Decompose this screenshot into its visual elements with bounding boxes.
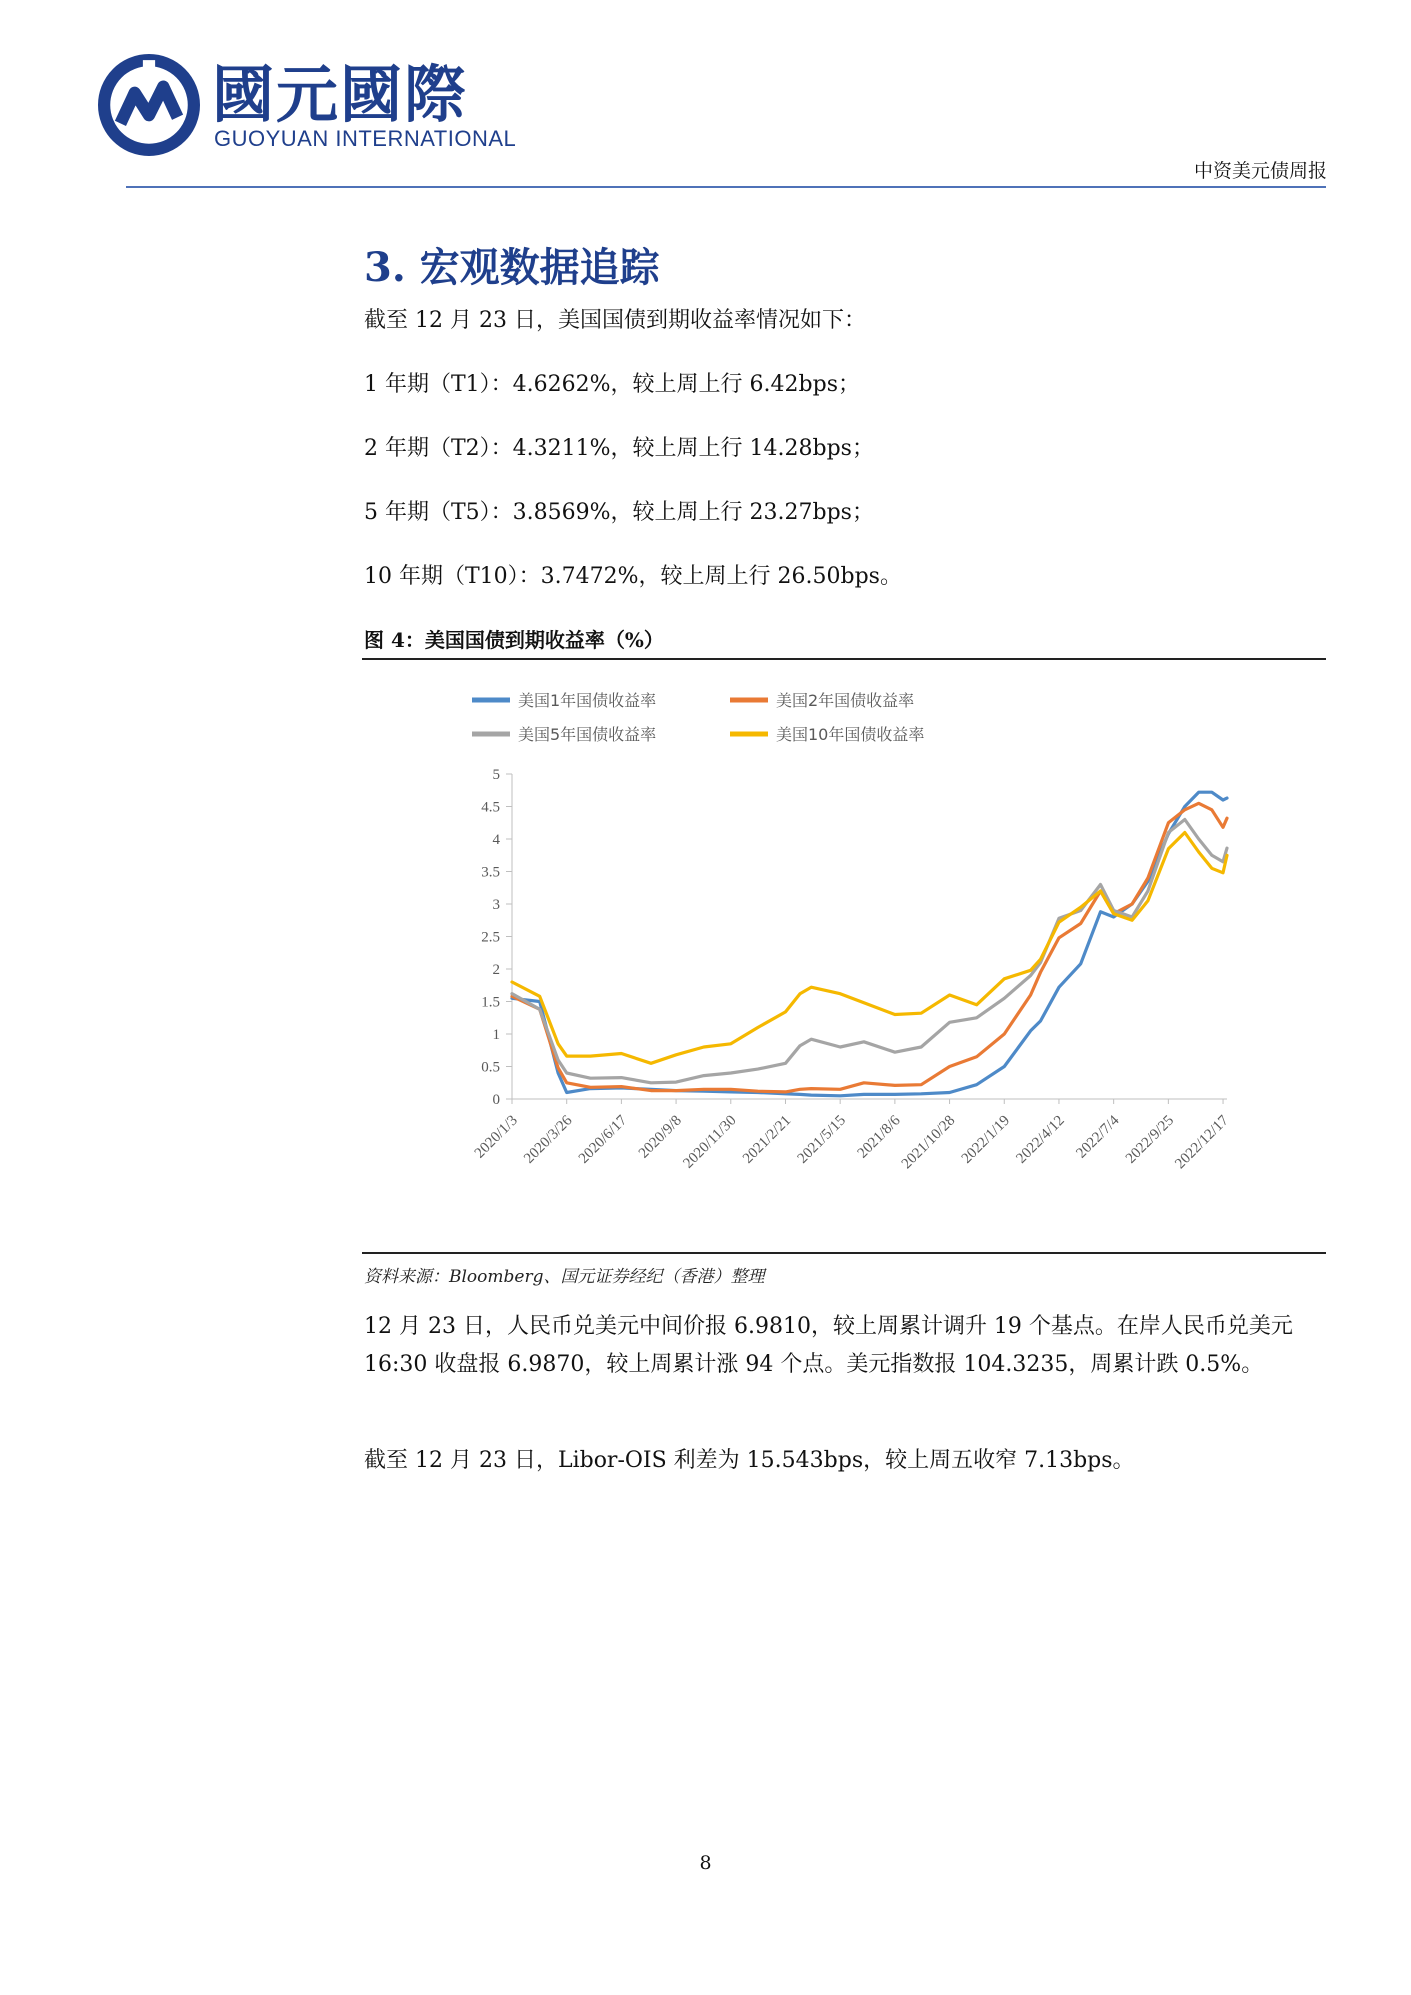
- x-tick-label: 2020/3/26: [521, 1112, 576, 1167]
- y-tick-label: 1.5: [481, 994, 500, 1011]
- legend-label: 美国5年国债收益率: [518, 725, 657, 744]
- x-tick-label: 2022/9/25: [1122, 1112, 1178, 1167]
- legend-label: 美国1年国债收益率: [518, 691, 657, 710]
- y-tick-label: 2: [492, 962, 500, 978]
- figure-source-note: 资料来源：Bloomberg、国元证券经纪（香港）整理: [364, 1267, 765, 1287]
- x-tick-label: 2022/12/17: [1172, 1112, 1232, 1173]
- figure-caption: 图 4：美国国债到期收益率（%）: [364, 628, 664, 652]
- x-tick-label: 2020/11/30: [680, 1112, 740, 1172]
- y-tick-label: 1: [492, 1027, 500, 1043]
- yield-line-chart: [362, 662, 1326, 1250]
- series-line: [512, 833, 1227, 1064]
- x-tick-label: 2020/6/17: [575, 1112, 631, 1167]
- libor-paragraph: 截至 12 月 23 日，Libor-OIS 利差为 15.543bps，较上周五收窄 7.13bps。: [364, 1448, 1135, 1473]
- logo-english-text: GUOYUAN INTERNATIONAL: [214, 126, 517, 151]
- section-heading: 3. 宏观数据追踪: [364, 244, 660, 291]
- y-tick-label: 0.5: [481, 1059, 500, 1076]
- y-tick-label: 4: [492, 832, 500, 848]
- figure-top-rule: [362, 658, 1326, 660]
- series-line: [512, 792, 1227, 1096]
- page-number: 8: [699, 1852, 712, 1874]
- y-tick-label: 4.5: [481, 799, 500, 816]
- y-tick-label: 3: [492, 897, 500, 913]
- x-tick-label: 2021/8/6: [854, 1112, 904, 1162]
- y-tick-label: 0: [492, 1092, 500, 1108]
- yield-item-t1: 1 年期（T1）：4.6262%，较上周上行 6.42bps；: [364, 372, 860, 397]
- yield-item-t5: 5 年期（T5）：3.8569%，较上周上行 23.27bps；: [364, 500, 874, 525]
- legend-label: 美国10年国债收益率: [776, 725, 925, 744]
- x-tick-label: 2022/7/4: [1073, 1112, 1123, 1162]
- x-tick-label: 2022/4/12: [1013, 1112, 1068, 1167]
- series-line: [512, 820, 1227, 1083]
- legend-label: 美国2年国债收益率: [776, 691, 915, 710]
- intro-paragraph: 截至 12 月 23 日，美国国债到期收益率情况如下：: [364, 308, 866, 333]
- y-tick-label: 3.5: [481, 864, 500, 881]
- x-tick-label: 2021/10/28: [898, 1112, 959, 1173]
- company-logo-icon: [98, 54, 200, 156]
- fx-paragraph: 12 月 23 日，人民币兑美元中间价报 6.9810，较上周累计调升 19 个基点。在岸人民币兑美元 16:30 收盘报 6.9870，较上周累计涨 94 个点。美元指数报 104.3235，周累计跌 0.5%。: [364, 1314, 1293, 1377]
- x-tick-label: 2020/1/3: [471, 1112, 521, 1162]
- series-line: [512, 803, 1227, 1092]
- y-tick-label: 5: [492, 767, 500, 783]
- figure-bottom-rule: [362, 1252, 1326, 1254]
- x-tick-label: 2020/9/8: [635, 1112, 685, 1162]
- logo-chinese-text: 國元國際: [212, 58, 469, 131]
- y-tick-label: 2.5: [481, 929, 500, 946]
- x-tick-label: 2021/2/21: [739, 1112, 795, 1167]
- report-title: 中资美元债周报: [1193, 160, 1327, 182]
- x-tick-label: 2022/1/19: [958, 1112, 1014, 1167]
- header-divider: [126, 186, 1326, 188]
- yield-item-t2: 2 年期（T2）：4.3211%，较上周上行 14.28bps；: [364, 436, 874, 461]
- yield-item-t10: 10 年期（T10）：3.7472%，较上周上行 26.50bps。: [364, 564, 902, 589]
- x-tick-label: 2021/5/15: [794, 1112, 850, 1167]
